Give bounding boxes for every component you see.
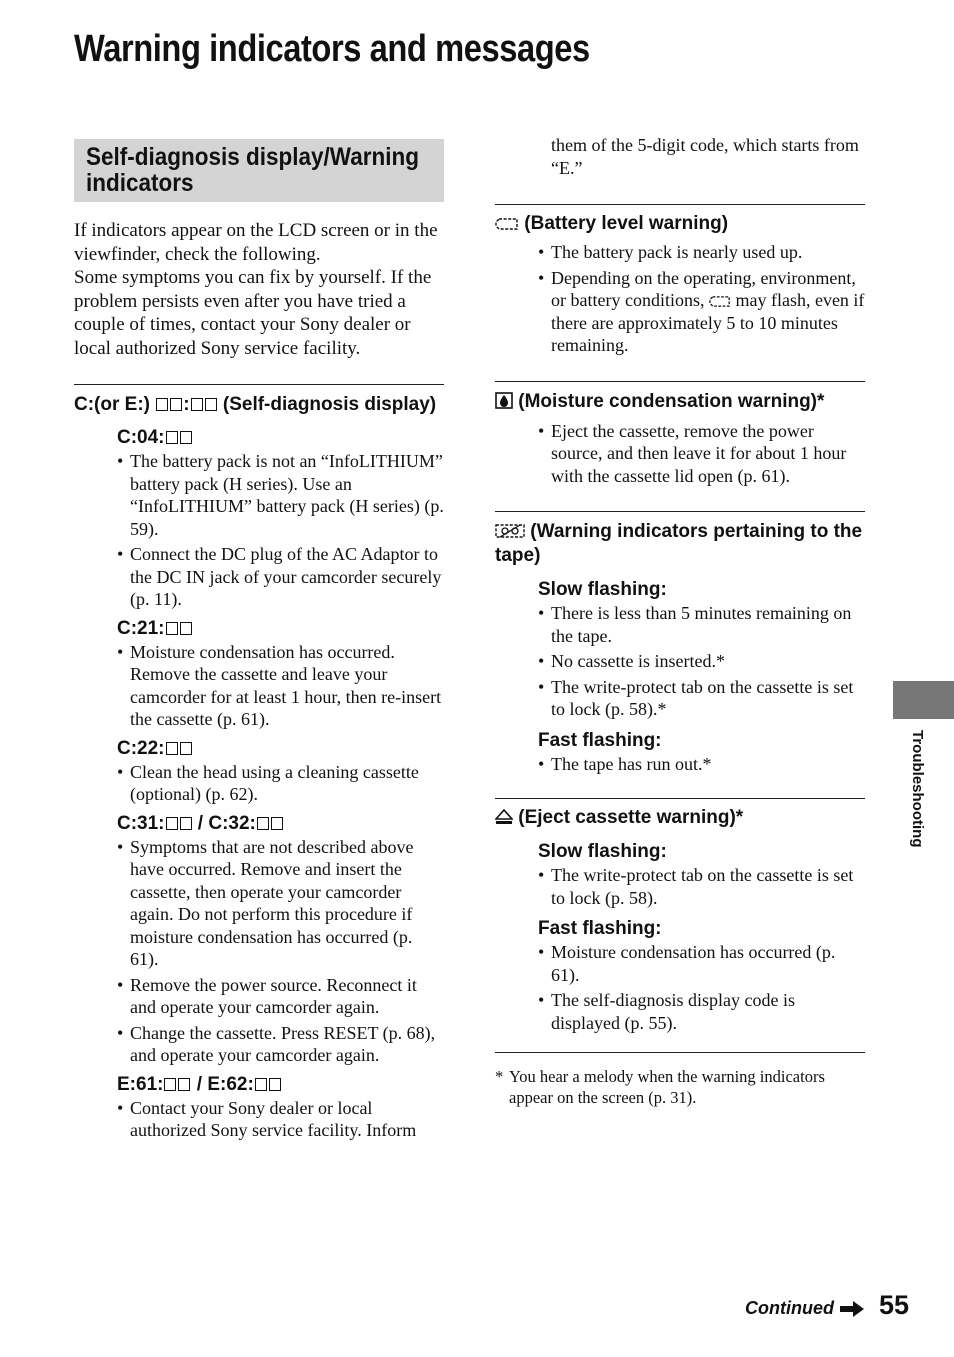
digit-box-icon xyxy=(166,742,178,755)
list-item: • Remove the power source. Reconnect it and operate your camcorder again. xyxy=(117,974,444,1019)
tape-warning-heading xyxy=(495,520,865,568)
list-item: • Symptoms that are not described above have occurred. Remove and insert the cassette, then operate your camcorder again. Do not perform this procedure if moisture condensation has occurred (p. 61). xyxy=(117,836,444,971)
battery-warning-title: (Battery level warning) xyxy=(519,213,729,234)
list-item: • Change the cassette. Press RESET (p. 68), and operate your camcorder again. xyxy=(117,1022,444,1067)
list-item: • The self-diagnosis display code is displayed (p. 55). xyxy=(538,989,865,1034)
code-label: C:31: xyxy=(117,812,165,834)
code-c04 xyxy=(74,426,444,450)
battery-empty-icon xyxy=(495,217,519,231)
code-label: E:61: xyxy=(117,1073,164,1095)
moisture-warning-heading xyxy=(495,390,865,414)
section-heading-box xyxy=(74,139,444,202)
digit-box-icon xyxy=(191,398,203,411)
list-item: • The write-protect tab on the cassette is set to lock (p. 58).* xyxy=(538,676,865,721)
list-item: • Clean the head using a cleaning cassette (optional) (p. 62). xyxy=(117,761,444,806)
chapter-side-label xyxy=(908,730,928,880)
list-item: • The write-protect tab on the cassette is set to lock (p. 58). xyxy=(538,864,865,909)
battery-empty-icon xyxy=(709,295,731,308)
digit-box-icon xyxy=(255,1078,267,1091)
digit-box-icon xyxy=(156,398,168,411)
eject-fast-list xyxy=(495,941,865,1034)
list-item-text: Depending on the operating, environment, or battery conditions, xyxy=(551,267,856,310)
eject-slow-flashing-label: Slow flashing: xyxy=(538,841,667,862)
tape-slow-flashing-label: Slow flashing: xyxy=(538,579,667,600)
tape-warning-title: (Warning indicators pertaining to the tape) xyxy=(495,521,863,566)
list-item: • Moisture condensation has occurred (p. 61). xyxy=(538,941,865,986)
eject-slow-list xyxy=(495,864,865,909)
digit-box-icon xyxy=(180,742,192,755)
tape-warning-icon xyxy=(495,523,525,539)
code-e61-e62 xyxy=(74,1073,444,1097)
digit-box-icon xyxy=(205,398,217,411)
digit-box-icon xyxy=(170,398,182,411)
separator: / xyxy=(192,812,209,834)
section-title: Self-diagnosis display/Warning indicators xyxy=(86,143,419,197)
heading-suffix: (Self-diagnosis display) xyxy=(217,394,437,415)
right-column xyxy=(495,134,865,1108)
digit-box-icon xyxy=(271,817,283,830)
left-column xyxy=(74,139,444,1142)
list-item: • Contact your Sony dealer or local authorized Sony service facility. Inform xyxy=(117,1097,444,1142)
eject-icon xyxy=(495,809,513,825)
footnote-mark: * xyxy=(495,1067,504,1086)
digit-box-icon xyxy=(166,431,178,444)
digit-box-icon xyxy=(166,817,178,830)
code-label: E:62: xyxy=(207,1073,254,1095)
intro-paragraph-1: If indicators appear on the LCD screen or in the viewfinder, check the following. xyxy=(74,220,438,265)
heading-prefix: C:(or E:) xyxy=(74,394,156,415)
code-label: C:21: xyxy=(117,617,165,639)
eject-fast-flashing-label: Fast flashing: xyxy=(538,918,662,939)
digit-box-icon xyxy=(178,1078,190,1091)
code-c21 xyxy=(74,617,444,641)
eject-warning-title: (Eject cassette warning)* xyxy=(513,807,744,828)
moisture-warning-list xyxy=(495,420,865,488)
list-item: • The battery pack is nearly used up. xyxy=(538,241,865,264)
code-c22-list xyxy=(74,761,444,806)
moisture-warning-title: (Moisture condensation warning)* xyxy=(513,390,825,412)
list-item: • No cassette is inserted.* xyxy=(538,650,865,673)
list-item-text: may flash, even if there are approximately 5 to 10 minutes remaining. xyxy=(551,290,865,355)
code-c21-list xyxy=(74,641,444,731)
code-label: C:32: xyxy=(208,812,256,834)
digit-box-icon xyxy=(257,817,269,830)
tape-fast-flashing-label: Fast flashing: xyxy=(538,729,662,751)
list-item: • There is less than 5 minutes remaining on the tape. xyxy=(538,602,865,647)
chapter-tab xyxy=(893,681,954,719)
eject-warning-heading xyxy=(495,806,865,830)
list-item: • Connect the DC plug of the AC Adaptor to the DC IN jack of your camcorder securely (p. 11). xyxy=(117,543,444,611)
page-title: Warning indicators and messages xyxy=(74,28,590,70)
list-item: • Eject the cassette, remove the power source, and then leave it for about 1 hour with the cassette lid open (p. 61). xyxy=(538,420,865,488)
self-diagnosis-heading: C:(or E:) : (Self-diagnosis display) xyxy=(74,394,437,415)
code-label: C:22: xyxy=(117,737,165,759)
footnote xyxy=(495,1066,865,1108)
arrow-right-icon xyxy=(840,1301,864,1317)
battery-warning-heading xyxy=(495,212,865,236)
tape-slow-list xyxy=(495,602,865,721)
digit-box-icon xyxy=(180,431,192,444)
code-c22 xyxy=(74,737,444,761)
code-c04-list xyxy=(74,450,444,611)
list-item: • The battery pack is not an “InfoLITHIUM” battery pack (H series). Use an “InfoLITHIUM” battery pack (H series) (p. 59). xyxy=(117,450,444,540)
code-c31-list xyxy=(74,836,444,1067)
digit-box-icon xyxy=(180,622,192,635)
footnote-text: You hear a melody when the warning indicators appear on the screen (p. 31). xyxy=(509,1067,825,1107)
tape-fast-list xyxy=(495,753,865,776)
moisture-drop-icon xyxy=(495,392,513,409)
chapter-label-text: Troubleshooting xyxy=(909,730,926,848)
digit-box-icon xyxy=(180,817,192,830)
digit-box-icon xyxy=(269,1078,281,1091)
digit-box-icon xyxy=(166,622,178,635)
continued-label: Continued xyxy=(745,1298,834,1318)
intro-paragraph-2: Some symptoms you can fix by yourself. If the problem persists even after you have tried a couple of times, contact your Sony dealer or local authorized Sony service facility. xyxy=(74,267,432,359)
page-number: 55 xyxy=(879,1290,910,1320)
battery-warning-list xyxy=(495,241,865,357)
continuation-text: them of the 5-digit code, which starts from “E.” xyxy=(551,135,859,178)
code-label: C:04: xyxy=(117,427,165,448)
list-item: • The tape has run out.* xyxy=(538,753,865,776)
code-c31-c32 xyxy=(74,812,444,836)
list-item: • Moisture condensation has occurred. Remove the cassette and leave your camcorder for at least 1 hour, then re-insert the cassette (p. 61). xyxy=(117,641,444,731)
separator: / xyxy=(191,1073,208,1095)
code-e61-list xyxy=(74,1097,444,1142)
list-item xyxy=(538,267,865,357)
digit-box-icon xyxy=(164,1078,176,1091)
